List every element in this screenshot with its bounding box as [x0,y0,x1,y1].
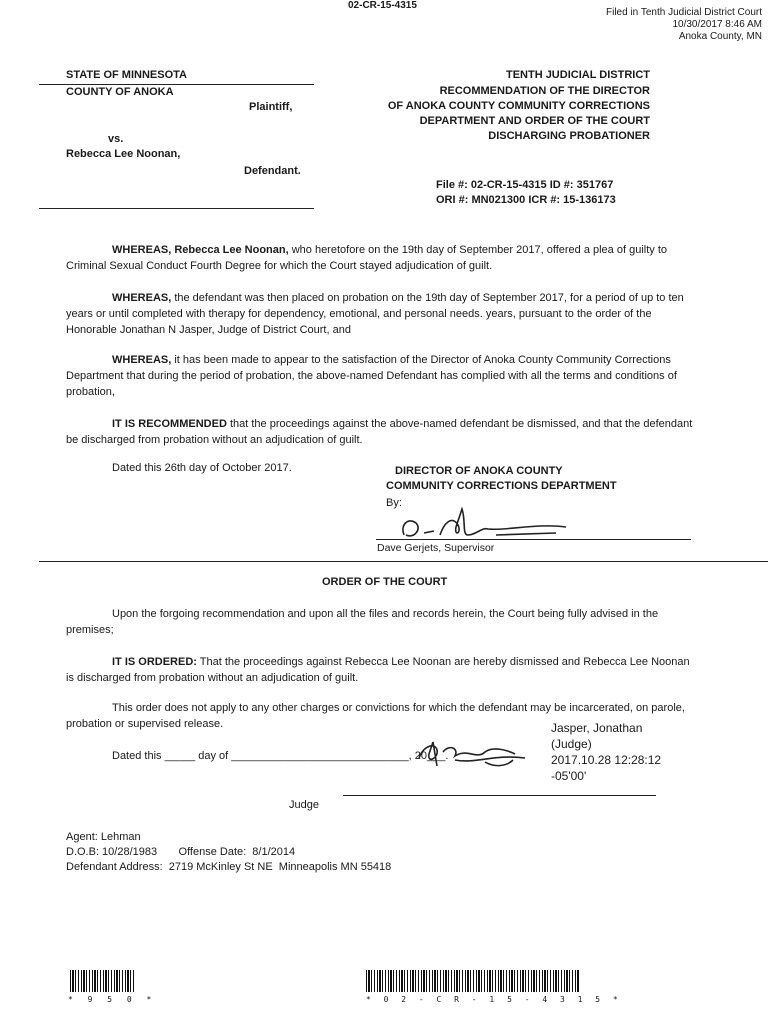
vs-label: vs. [108,133,124,145]
plaintiff-label: Plaintiff, [249,101,293,113]
supervisor-name: Dave Gerjets, Supervisor [377,542,495,554]
judge-label: Judge [289,799,319,811]
defendant-label: Defendant. [244,165,301,177]
order-title: ORDER OF THE COURT [322,576,448,588]
esign-timestamp: 2017.10.28 12:28:12 [551,753,662,767]
recommended-text: that the proceedings against the above-named defendant be dismissed, and that the defendant be discharged from probation without an adjudication of guilt. [66,418,693,446]
electronic-signature-block [551,720,661,784]
whereas-text-2: the defendant was then placed on probation on the 19th day of September 2017, for a period of up to ten years or until completed with therapy for dependency, emotional, and personal needs. years, pursuant to the order of the Honorable Jonathan N Jasper, Judge of District Court, and [66,292,684,336]
whereas-paragraph-3 [66,352,696,400]
recommendation-date: Dated this 26th day of October 2017. [112,462,292,474]
order-dated-line: Dated this _____ day of _____________________________, 20___. [112,750,449,762]
esign-name: Jasper, Jonathan [551,721,643,735]
whereas-paragraph-2 [66,290,696,338]
whereas-lead-3: WHEREAS, [112,354,172,366]
recommended-paragraph [66,416,696,448]
whereas-text-3: it has been made to appear to the satisfaction of the Director of Anoka County Community Corrections Department that during the period of probation, the above-named Defendant has complied with all the terms and conditions of probation, [66,354,677,398]
esign-role: (Judge) [551,737,592,751]
esign-offset: -05'00' [551,769,587,783]
barcode-left-text: * 9 5 0 * [68,995,157,1004]
director-title-1: DIRECTOR OF ANOKA COUNTY [395,465,563,477]
corrections-title: OF ANOKA COUNTY COMMUNITY CORRECTIONS [387,100,650,112]
ordered-text: That the proceedings against Rebecca Lee Noonan are hereby dismissed and Rebecca Lee Noonan is discharged from probation without an adjudication of guilt. [66,656,690,684]
agent-line: Agent: Lehman [66,831,141,843]
order-title-line: DEPARTMENT AND ORDER OF THE COURT [419,115,650,127]
district-title: TENTH JUDICIAL DISTRICT [505,69,650,81]
whereas-lead-2: WHEREAS, [112,292,172,304]
recommendation-title: RECOMMENDATION OF THE DIRECTOR [439,85,650,97]
ordered-lead: IT IS ORDERED: [112,656,197,668]
order-text-3: This order does not apply to any other charges or convictions for which the defendant may be incarcerated, on parole, probation or supervised release. [66,702,685,730]
ori-number-line: ORI #: MN021300 ICR #: 15-136173 [436,194,616,206]
filed-stamp-line3: Anoka County, MN [678,31,762,42]
defendant-name: Rebecca Lee Noonan, [66,148,181,160]
file-number-line: File #: 02-CR-15-4315 ID #: 351767 [436,179,614,191]
judge-signature [415,738,530,770]
barcode-left [70,970,136,992]
order-paragraph-2 [66,654,696,686]
director-title-2: COMMUNITY CORRECTIONS DEPARTMENT [386,480,617,492]
by-label: By: [386,497,402,509]
filed-stamp-line2: 10/30/2017 8:46 AM [672,19,762,30]
whereas-text-1: who heretofore on the 19th day of September 2017, offered a plea of guilty to Criminal Sexual Conduct Fourth Degree for which the Court stayed adjudication of guilt. [66,244,667,272]
recommended-lead: IT IS RECOMMENDED [112,418,227,430]
case-number-header: 02-CR-15-4315 [348,0,417,11]
caption-rule-bottom [39,208,314,209]
director-signature-line [376,539,691,540]
judge-signature-line [343,795,656,796]
county-label: COUNTY OF ANOKA [66,86,174,98]
order-paragraph-1 [66,606,696,638]
defendant-address: Defendant Address: 2719 McKinley St NE Minneapolis MN 55418 [66,861,392,873]
caption-rule-top [39,84,314,85]
discharging-title: DISCHARGING PROBATIONER [488,130,650,142]
filed-stamp-line1: Filed in Tenth Judicial District Court [606,7,762,18]
barcode-right-text: * 0 2 - C R - 1 5 - 4 3 1 5 * [366,995,622,1004]
dob-offense-line: D.O.B: 10/28/1983 Offense Date: 8/1/2014 [66,846,296,858]
barcode-right [366,970,580,992]
whereas-lead-1: WHEREAS, Rebecca Lee Noonan, [112,244,289,256]
section-divider [39,561,768,562]
state-label: STATE OF MINNESOTA [66,69,187,81]
order-text-1: Upon the forgoing recommendation and upon all the files and records herein, the Court being fully advised in the premises; [66,608,659,636]
whereas-paragraph-1 [66,242,696,274]
